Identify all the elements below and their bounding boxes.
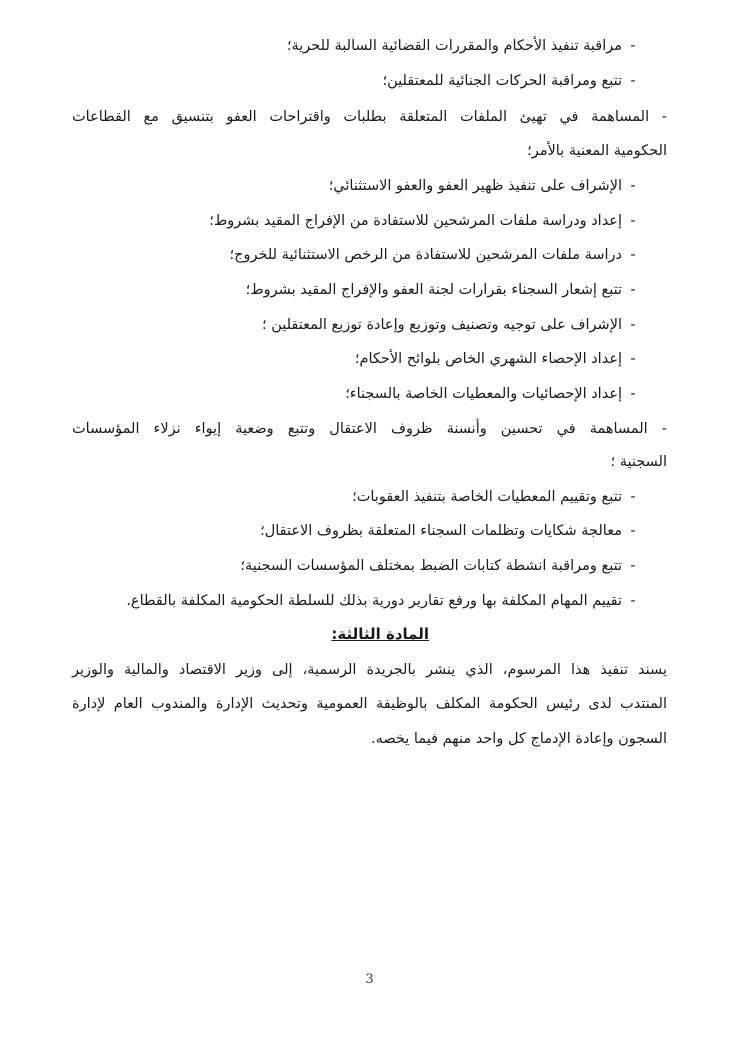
list-item <box>60 556 644 576</box>
list-dash: - <box>630 213 636 229</box>
list-item-continuation: الحكومية المعنية بالأمر؛ <box>527 143 667 159</box>
list-dash: - <box>630 523 636 539</box>
list-dash: - <box>630 38 636 54</box>
list-item <box>60 71 644 91</box>
list-item-continuation: السجنية ؛ <box>610 454 667 470</box>
list-item-text: مراقبة تنفيذ الأحكام والمقررات القضائية السالبة للحرية؛ <box>286 38 622 54</box>
list-item <box>72 419 667 439</box>
list-item <box>60 280 644 300</box>
list-dash: - <box>630 73 636 89</box>
list-dash: - <box>630 386 636 402</box>
list-item <box>60 211 644 231</box>
list-dash: - <box>630 489 636 505</box>
list-item-text: إعداد الإحصائيات والمعطيات الخاصة بالسجناء؛ <box>345 386 622 402</box>
list-item-text: المساهمة في تحسين وأنسنة ظروف الاعتقال وتتبع وضعية إيواء نزلاء المؤسسات <box>72 421 648 437</box>
list-dash: - <box>630 282 636 298</box>
list-dash: - <box>661 421 667 437</box>
list-dash: - <box>661 109 668 125</box>
list-dash: - <box>630 558 636 574</box>
list-item <box>60 176 644 196</box>
list-item <box>60 591 644 611</box>
list-dash: - <box>630 247 636 263</box>
list-item-text: تقييم المهام المكلفة بها ورفع تقارير دورية بذلك للسلطة الحكومية المكلفة بالقطاع. <box>126 593 622 609</box>
list-item-text: إعداد ودراسة ملفات المرشحين للاستفادة من الإفراج المقيد بشروط؛ <box>209 213 622 229</box>
list-item <box>60 521 644 541</box>
list-item <box>60 384 644 404</box>
list-item <box>60 245 644 265</box>
list-item <box>60 487 644 507</box>
article-paragraph-line: السجون وإعادة الإدماج كل واحد منهم فيما يخصه. <box>370 731 667 747</box>
list-item-text: الإشراف على تنفيذ ظهير العفو والعفو الاستثنائي؛ <box>328 178 622 194</box>
page-number: 3 <box>365 972 374 987</box>
list-item-text: دراسة ملفات المرشحين للاستفادة من الرخص الاستثنائية للخروج؛ <box>229 247 622 263</box>
list-item-text: الإشراف على توجيه وتصنيف وتوزيع وإعادة توزيع المعتقلين ؛ <box>261 317 622 333</box>
list-dash: - <box>630 317 636 333</box>
article-paragraph-line: المنتدب لدى رئيس الحكومة المكلف بالوظيفة العمومية وتحديث الإدارة والمندوب العام لإدارة <box>72 696 667 712</box>
article-paragraph-line: يسند تنفيذ هذا المرسوم، الذي ينشر بالجريدة الرسمية، إلى وزير الاقتصاد والمالية والوزير <box>72 662 667 678</box>
list-item-text: إعداد الإحصاء الشهري الخاص بلوائح الأحكام؛ <box>354 351 622 367</box>
list-item-text: تتبع إشعار السجناء بقرارات لجنة العفو والإفراج المقيد بشروط؛ <box>245 282 622 298</box>
list-item-text: المساهمة في تهيئ الملفات المتعلقة بطلبات واقتراحات العفو بتنسيق مع القطاعات <box>72 109 650 125</box>
list-dash: - <box>630 593 636 609</box>
list-item-text: تتبع وتقييم المعطيات الخاصة بتنفيذ العقوبات؛ <box>352 489 622 505</box>
article-heading: المادة الثالثة: <box>331 625 429 643</box>
list-item <box>60 36 644 56</box>
list-item <box>72 107 667 127</box>
list-item-text: تتبع ومراقبة الحركات الجنائية للمعتقلين؛ <box>382 73 622 89</box>
list-item-text: معالجة شكايات وتظلمات السجناء المتعلقة بظروف الاعتقال؛ <box>260 523 622 539</box>
list-dash: - <box>630 178 636 194</box>
list-dash: - <box>630 351 636 367</box>
list-item-text: تتبع ومراقبة انشطة كتابات الضبط بمختلف المؤسسات السجنية؛ <box>240 558 622 574</box>
list-item <box>60 315 644 335</box>
list-item <box>60 349 644 369</box>
